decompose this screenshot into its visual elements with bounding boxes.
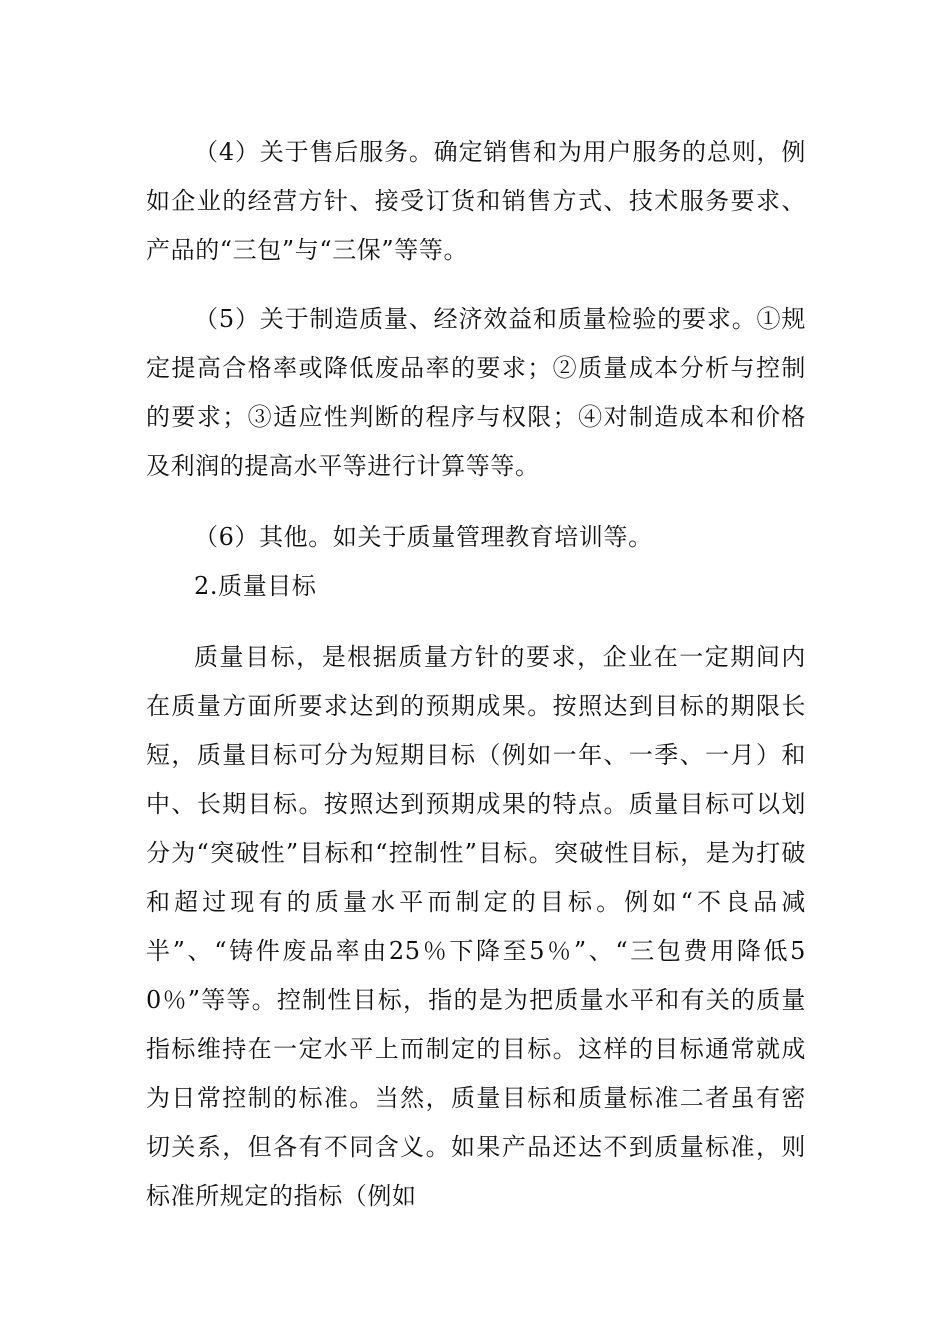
paragraph-manufacturing-quality: （5）关于制造质量、经济效益和质量检验的要求。①规定提高合格率或降低废品率的要求；②质量成本分析与控制的要求；③适应性判断的程序与权限；④对制造成本和价格及利润的提高水平等进行计算等等。 xyxy=(146,305,806,480)
paragraph-quality-goals: 质量目标，是根据质量方针的要求，企业在一定期间内在质量方面所要求达到的预期成果。按照达到目标的期限长短，质量目标可分为短期目标（例如一年、一季、一月）和中、长期目标。按照达到预期成果的特点。质量目标可以划分为“突破性”目标和“控制性”目标。突破性目标，是为打破和超过现有的质量水平而制定的目标。例如“不良品减半”、“铸件废品率由25％下降至5％”、“三包费用降低50％”等等。控制性目标，指的是为把质量水平和有关的质量指标维持在一定水平上而制定的目标。这样的目标通常就成为日常控制的标准。当然，质量目标和质量标准二者虽有密切关系，但各有不同含义。如果产品还达不到质量标准，则标准所规定的指标（例如 xyxy=(146,643,806,1210)
paragraph-other: （6）其他。如关于质量管理教育培训等。 xyxy=(194,523,653,551)
document-page xyxy=(146,128,806,1221)
section-heading-quality-goals: 2.质量目标 xyxy=(194,572,317,600)
paragraph-after-sales-service: （4）关于售后服务。确定销售和为用户服务的总则，例如企业的经营方针、接受订货和销售方式、技术服务要求、产品的“三包”与“三保”等等。 xyxy=(146,138,806,264)
